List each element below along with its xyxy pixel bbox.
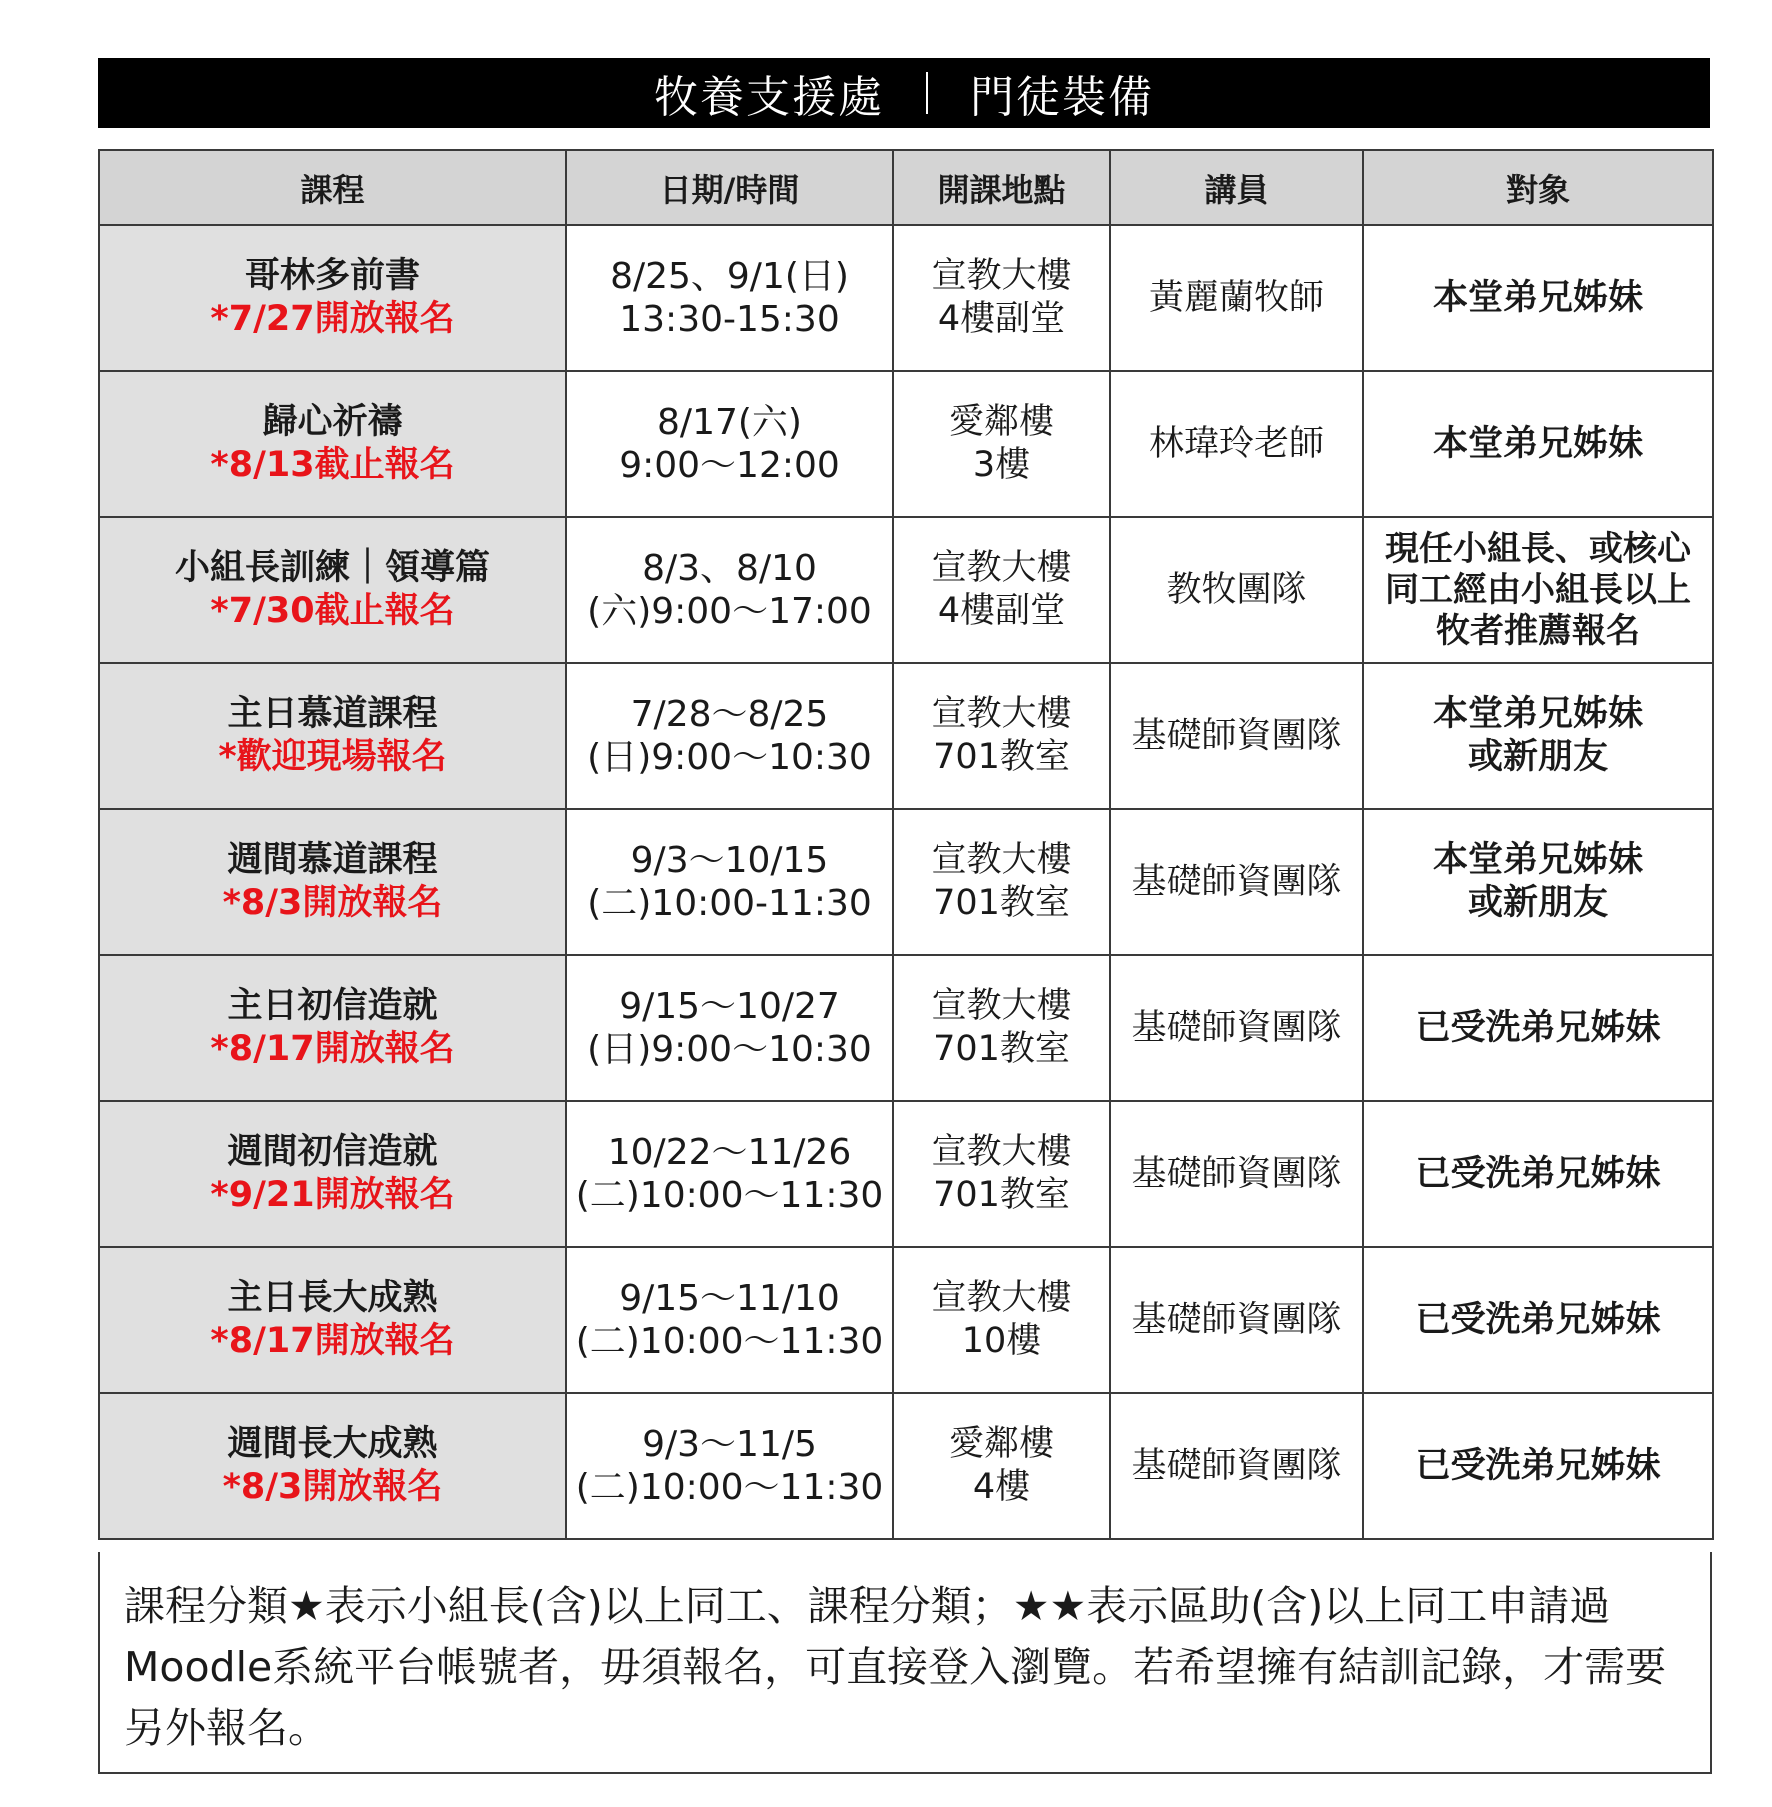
location-line: 宣教大樓 xyxy=(931,1132,1072,1172)
audience-line: 已受洗弟兄姊妹 xyxy=(1415,1299,1661,1340)
audience-line: 或新朋友 xyxy=(1467,737,1608,777)
audience-cell xyxy=(1363,371,1713,517)
audience-cell xyxy=(1363,1101,1713,1247)
registration-note: *8/3開放報名 xyxy=(222,883,443,923)
location-line: 3樓 xyxy=(972,445,1031,485)
location-line: 4樓副堂 xyxy=(937,591,1066,631)
header-department: 牧養支援處 xyxy=(654,72,884,123)
audience-line: 現任小組長、或核心 xyxy=(1385,528,1691,569)
datetime-line: 8/3、8/10 xyxy=(642,548,817,589)
course-cell xyxy=(99,955,566,1101)
header-program: 門徒裝備 xyxy=(970,72,1154,123)
speaker-cell: 基礎師資團隊 xyxy=(1110,809,1363,955)
footnote-line: 另外報名。 xyxy=(124,1704,329,1752)
location-line: 宣教大樓 xyxy=(931,1278,1072,1318)
table-row xyxy=(99,1101,1713,1247)
footnote-line: Moodle系統平台帳號者，毋須報名，可直接登入瀏覽。若希望擁有結訓記錄，才需要 xyxy=(124,1643,1667,1691)
audience-cell xyxy=(1363,809,1713,955)
header-divider xyxy=(926,72,928,114)
location-line: 宣教大樓 xyxy=(931,694,1072,734)
table-row xyxy=(99,517,1713,663)
audience-line: 牧者推薦報名 xyxy=(1436,610,1640,651)
location-line: 701教室 xyxy=(933,883,1070,923)
table-header-row xyxy=(99,150,1713,225)
audience-cell xyxy=(1363,517,1713,663)
datetime-line: (二)10:00-11:30 xyxy=(587,883,872,924)
speaker-cell: 基礎師資團隊 xyxy=(1110,1101,1363,1247)
datetime-line: 13:30-15:30 xyxy=(619,299,840,340)
registration-note: *9/21開放報名 xyxy=(210,1175,455,1215)
speaker-cell: 基礎師資團隊 xyxy=(1110,955,1363,1101)
datetime-line: (二)10:00～11:30 xyxy=(575,1467,884,1508)
course-cell xyxy=(99,517,566,663)
table-row xyxy=(99,809,1713,955)
speaker-cell: 黃麗蘭牧師 xyxy=(1110,225,1363,371)
speaker-cell: 基礎師資團隊 xyxy=(1110,1247,1363,1393)
course-cell xyxy=(99,371,566,517)
location-line: 愛鄰樓 xyxy=(948,1424,1054,1464)
table-row xyxy=(99,663,1713,809)
table-row xyxy=(99,955,1713,1101)
column-header-datetime: 日期/時間 xyxy=(566,150,893,225)
datetime-line: 9/15～10/27 xyxy=(619,986,840,1027)
registration-note: *歡迎現場報名 xyxy=(218,737,447,777)
column-header-course: 課程 xyxy=(99,150,566,225)
location-line: 4樓 xyxy=(972,1467,1031,1507)
registration-note: *8/3開放報名 xyxy=(222,1467,443,1507)
course-name: 小組長訓練｜領導篇 xyxy=(174,548,490,588)
course-cell xyxy=(99,1247,566,1393)
column-header-location: 開課地點 xyxy=(893,150,1110,225)
location-cell xyxy=(893,1101,1110,1247)
location-cell xyxy=(893,371,1110,517)
audience-cell xyxy=(1363,1393,1713,1539)
datetime-cell xyxy=(566,1247,893,1393)
location-line: 10樓 xyxy=(961,1321,1042,1361)
location-cell xyxy=(893,809,1110,955)
audience-line: 本堂弟兄姊妹 xyxy=(1432,840,1643,880)
datetime-line: 9/3～10/15 xyxy=(630,840,829,881)
speaker-cell: 基礎師資團隊 xyxy=(1110,663,1363,809)
audience-cell xyxy=(1363,663,1713,809)
course-cell xyxy=(99,809,566,955)
course-name: 哥林多前書 xyxy=(244,256,420,296)
datetime-cell xyxy=(566,955,893,1101)
table-row xyxy=(99,225,1713,371)
datetime-line: 7/28～8/25 xyxy=(630,694,829,735)
audience-line: 本堂弟兄姊妹 xyxy=(1432,277,1643,318)
datetime-cell xyxy=(566,1393,893,1539)
course-name: 主日長大成熟 xyxy=(227,1278,438,1318)
audience-line: 已受洗弟兄姊妹 xyxy=(1415,1445,1661,1486)
audience-cell xyxy=(1363,1247,1713,1393)
datetime-cell xyxy=(566,1101,893,1247)
registration-note: *8/17開放報名 xyxy=(210,1321,455,1361)
location-cell xyxy=(893,517,1110,663)
datetime-line: (日)9:00～10:30 xyxy=(587,1029,872,1070)
speaker-cell: 基礎師資團隊 xyxy=(1110,1393,1363,1539)
datetime-cell xyxy=(566,663,893,809)
course-name: 主日初信造就 xyxy=(227,986,438,1026)
datetime-line: 8/25、9/1(日) xyxy=(610,256,849,297)
audience-cell xyxy=(1363,225,1713,371)
audience-cell xyxy=(1363,955,1713,1101)
location-cell xyxy=(893,225,1110,371)
location-cell xyxy=(893,663,1110,809)
course-schedule-table xyxy=(98,149,1714,1540)
datetime-cell xyxy=(566,371,893,517)
table-row xyxy=(99,371,1713,517)
location-cell xyxy=(893,1393,1110,1539)
location-cell xyxy=(893,955,1110,1101)
datetime-line: (二)10:00～11:30 xyxy=(575,1175,884,1216)
location-line: 701教室 xyxy=(933,737,1070,777)
course-cell xyxy=(99,225,566,371)
audience-line: 本堂弟兄姊妹 xyxy=(1432,423,1643,464)
datetime-line: 9/15～11/10 xyxy=(619,1278,840,1319)
datetime-line: 8/17(六) xyxy=(657,402,802,443)
datetime-cell xyxy=(566,517,893,663)
course-name: 歸心祈禱 xyxy=(262,402,403,442)
registration-note: *8/17開放報名 xyxy=(210,1029,455,1069)
datetime-line: 10/22～11/26 xyxy=(607,1132,852,1173)
course-name: 主日慕道課程 xyxy=(227,694,438,734)
audience-line: 或新朋友 xyxy=(1467,883,1608,923)
course-cell xyxy=(99,1101,566,1247)
footnote xyxy=(98,1552,1712,1774)
audience-line: 同工經由小組長以上 xyxy=(1385,569,1691,610)
location-cell xyxy=(893,1247,1110,1393)
registration-note: *7/27開放報名 xyxy=(210,299,455,339)
datetime-line: 9/3～11/5 xyxy=(642,1424,817,1465)
location-line: 宣教大樓 xyxy=(931,256,1072,296)
course-name: 週間慕道課程 xyxy=(227,840,438,880)
datetime-line: (二)10:00～11:30 xyxy=(575,1321,884,1362)
location-line: 宣教大樓 xyxy=(931,840,1072,880)
course-cell xyxy=(99,663,566,809)
datetime-line: (六)9:00～17:00 xyxy=(587,591,872,632)
datetime-cell xyxy=(566,225,893,371)
registration-note: *7/30截止報名 xyxy=(210,591,455,631)
location-line: 701教室 xyxy=(933,1029,1070,1069)
audience-line: 已受洗弟兄姊妹 xyxy=(1415,1007,1661,1048)
speaker-cell: 林瑋玲老師 xyxy=(1110,371,1363,517)
table-row xyxy=(99,1247,1713,1393)
datetime-line: 9:00～12:00 xyxy=(619,445,840,486)
speaker-cell: 教牧團隊 xyxy=(1110,517,1363,663)
column-header-audience: 對象 xyxy=(1363,150,1713,225)
course-name: 週間初信造就 xyxy=(227,1132,438,1172)
location-line: 宣教大樓 xyxy=(931,548,1072,588)
title-bar xyxy=(98,58,1710,128)
location-line: 701教室 xyxy=(933,1175,1070,1215)
audience-line: 已受洗弟兄姊妹 xyxy=(1415,1153,1661,1194)
registration-note: *8/13截止報名 xyxy=(210,445,455,485)
column-header-speaker: 講員 xyxy=(1110,150,1363,225)
audience-line: 本堂弟兄姊妹 xyxy=(1432,694,1643,734)
datetime-cell xyxy=(566,809,893,955)
location-line: 4樓副堂 xyxy=(937,299,1066,339)
location-line: 愛鄰樓 xyxy=(948,402,1054,442)
location-line: 宣教大樓 xyxy=(931,986,1072,1026)
footnote-line: 課程分類★表示小組長(含)以上同工、課程分類；★★表示區助(含)以上同工申請過 xyxy=(124,1582,1611,1630)
table-row xyxy=(99,1393,1713,1539)
course-cell xyxy=(99,1393,566,1539)
datetime-line: (日)9:00～10:30 xyxy=(587,737,872,778)
course-name: 週間長大成熟 xyxy=(227,1424,438,1464)
